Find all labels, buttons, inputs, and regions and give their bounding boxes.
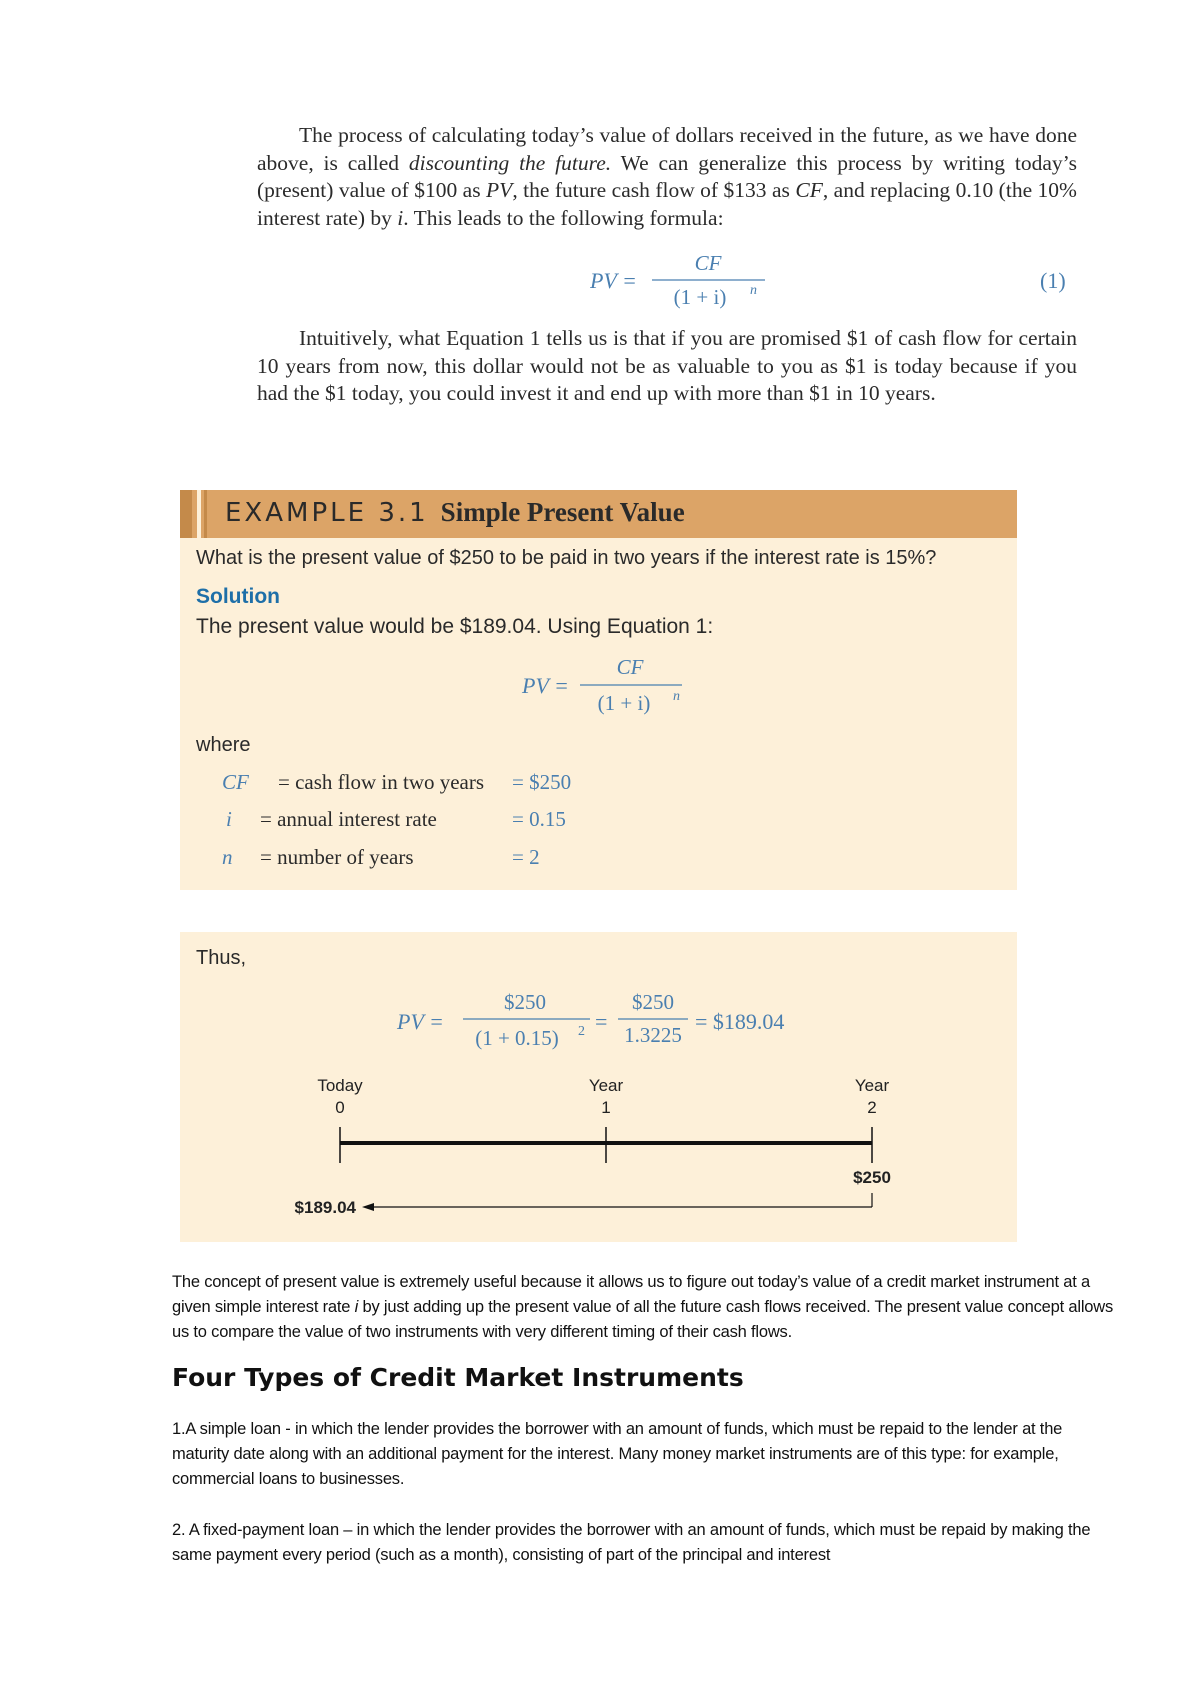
intro-text-a: The process of calculating today’s value of dollars received in the future, as we have done above, is called — [257, 123, 1077, 175]
example-name: Simple Present Value — [440, 497, 685, 527]
body-text-a: The concept of present value is extremely useful because it allows us to figure out today’s value of a credit market instrument at a given simple interest rate — [172, 1273, 1090, 1316]
eq2-den: (1 + i) — [597, 691, 651, 715]
intro-i: i — [397, 205, 404, 230]
equation-number: (1) — [1040, 268, 1066, 293]
var-value-i: = 0.15 — [512, 807, 566, 831]
equation-1 — [590, 250, 1090, 310]
var-row-n — [222, 845, 233, 870]
example-question: What is the present value of $250 to be paid in two years if the interest rate is 15%? — [196, 547, 937, 569]
eq3-exp1: 2 — [578, 1024, 585, 1039]
example-header-bar — [180, 490, 192, 538]
body-paragraph-present-value — [172, 1270, 1120, 1345]
body-text-b: by just adding up the present value of all the future cash flows received. The present value concept allows us to compare the value of two instruments with very different timing of their cash flows. — [172, 1298, 1114, 1341]
timeline-label-year1: Year — [588, 1076, 624, 1095]
var-value-n: = 2 — [512, 845, 540, 869]
timeline-present-value: $189.04 — [294, 1198, 356, 1217]
list-item-text: 2. A fixed-payment loan – in which the lender provides the borrower with an amount of funds, which must be repaid by making the same payment every period (such as a month), consisting of part of the principal and interest — [172, 1521, 1091, 1564]
intro-em: discounting the future. — [408, 150, 612, 175]
equation-calculation — [395, 985, 815, 1055]
var-symbol: n — [222, 845, 233, 869]
intro-para2: Intuitively, what Equation 1 tells us is that if you are promised $1 of cash flow for certain 10 years from now, this dollar would not be as valuable to you as $1 is today because if you had the $1 today, you could invest it and end up with more than $1 in 10 years. — [257, 326, 1077, 405]
eq1-num: CF — [694, 251, 722, 275]
var-symbol: i — [226, 807, 232, 831]
eq2-lhs: PV = — [522, 673, 569, 698]
eq3-equals: = — [595, 1009, 608, 1034]
example-title — [225, 497, 685, 528]
timeline-label-year2: Year — [854, 1076, 890, 1095]
var-row-i — [226, 807, 232, 832]
var-row-cf — [222, 770, 249, 795]
intro-paragraph — [257, 122, 1077, 232]
list-item-simple-loan — [172, 1417, 1120, 1492]
section-heading: Four Types of Credit Market Instruments — [172, 1363, 744, 1392]
intro-cf: CF — [795, 178, 823, 202]
list-item-fixed-payment-loan — [172, 1518, 1120, 1568]
where-label: where — [196, 734, 251, 756]
body-i: i — [354, 1298, 359, 1316]
list-item-text: 1.A simple loan - in which the lender provides the borrower with an amount of funds, which must be repaid to the lender at the maturity date along with an additional payment for the interest. Many money market instruments are of this type: for example, commercial loans to businesses. — [172, 1420, 1063, 1488]
timeline-arrowhead — [362, 1203, 374, 1211]
timeline-num-1: 1 — [601, 1098, 611, 1117]
eq3-den1: (1 + 0.15) — [475, 1026, 559, 1050]
eq2-num: CF — [616, 655, 644, 679]
timeline-future-value: $250 — [853, 1168, 891, 1187]
solution-answer: The present value would be $189.04. Using Equation 1: — [196, 615, 714, 638]
intro-text-b: We can generalize this process by writing today’s (present) value of $100 as — [257, 150, 1077, 202]
eq3-num2: $250 — [632, 990, 674, 1014]
eq3-num1: $250 — [504, 990, 546, 1014]
var-value-cf: = $250 — [512, 770, 572, 794]
intro-text-c: , the future cash flow of $133 as — [512, 178, 796, 202]
var-desc-cf: = cash flow in two years — [278, 770, 485, 794]
eq3-lhs: PV = — [397, 1009, 444, 1034]
eq3-result: = $189.04 — [695, 1009, 785, 1034]
thus-label: Thus, — [196, 947, 247, 969]
eq1-den: (1 + i) — [673, 285, 727, 309]
var-symbol: CF — [222, 770, 249, 794]
intro-pv: PV — [486, 178, 513, 202]
eq2-exp: n — [673, 689, 680, 704]
solution-heading: Solution — [196, 585, 280, 608]
intro-text-d: , and replacing 0.10 (the 10% interest rate) by — [257, 178, 1077, 230]
timeline-diagram — [290, 1075, 930, 1235]
equation-example — [520, 650, 720, 720]
eq1-exp: n — [750, 283, 757, 298]
intro-text-e: . This leads to the following formula: — [403, 205, 724, 230]
example-label: EXAMPLE 3.1 — [225, 498, 429, 528]
example-header-bar-thin — [204, 490, 207, 538]
timeline-label-today: Today — [317, 1076, 363, 1095]
var-desc-n: = number of years — [260, 845, 414, 869]
timeline-num-0: 0 — [335, 1098, 345, 1117]
intro-paragraph-2 — [257, 325, 1077, 408]
var-desc-i: = annual interest rate — [260, 807, 437, 831]
example-header-gap — [197, 490, 201, 538]
eq1-lhs: PV = — [590, 268, 637, 293]
timeline-num-2: 2 — [867, 1098, 877, 1117]
eq3-den2: 1.3225 — [624, 1023, 682, 1047]
